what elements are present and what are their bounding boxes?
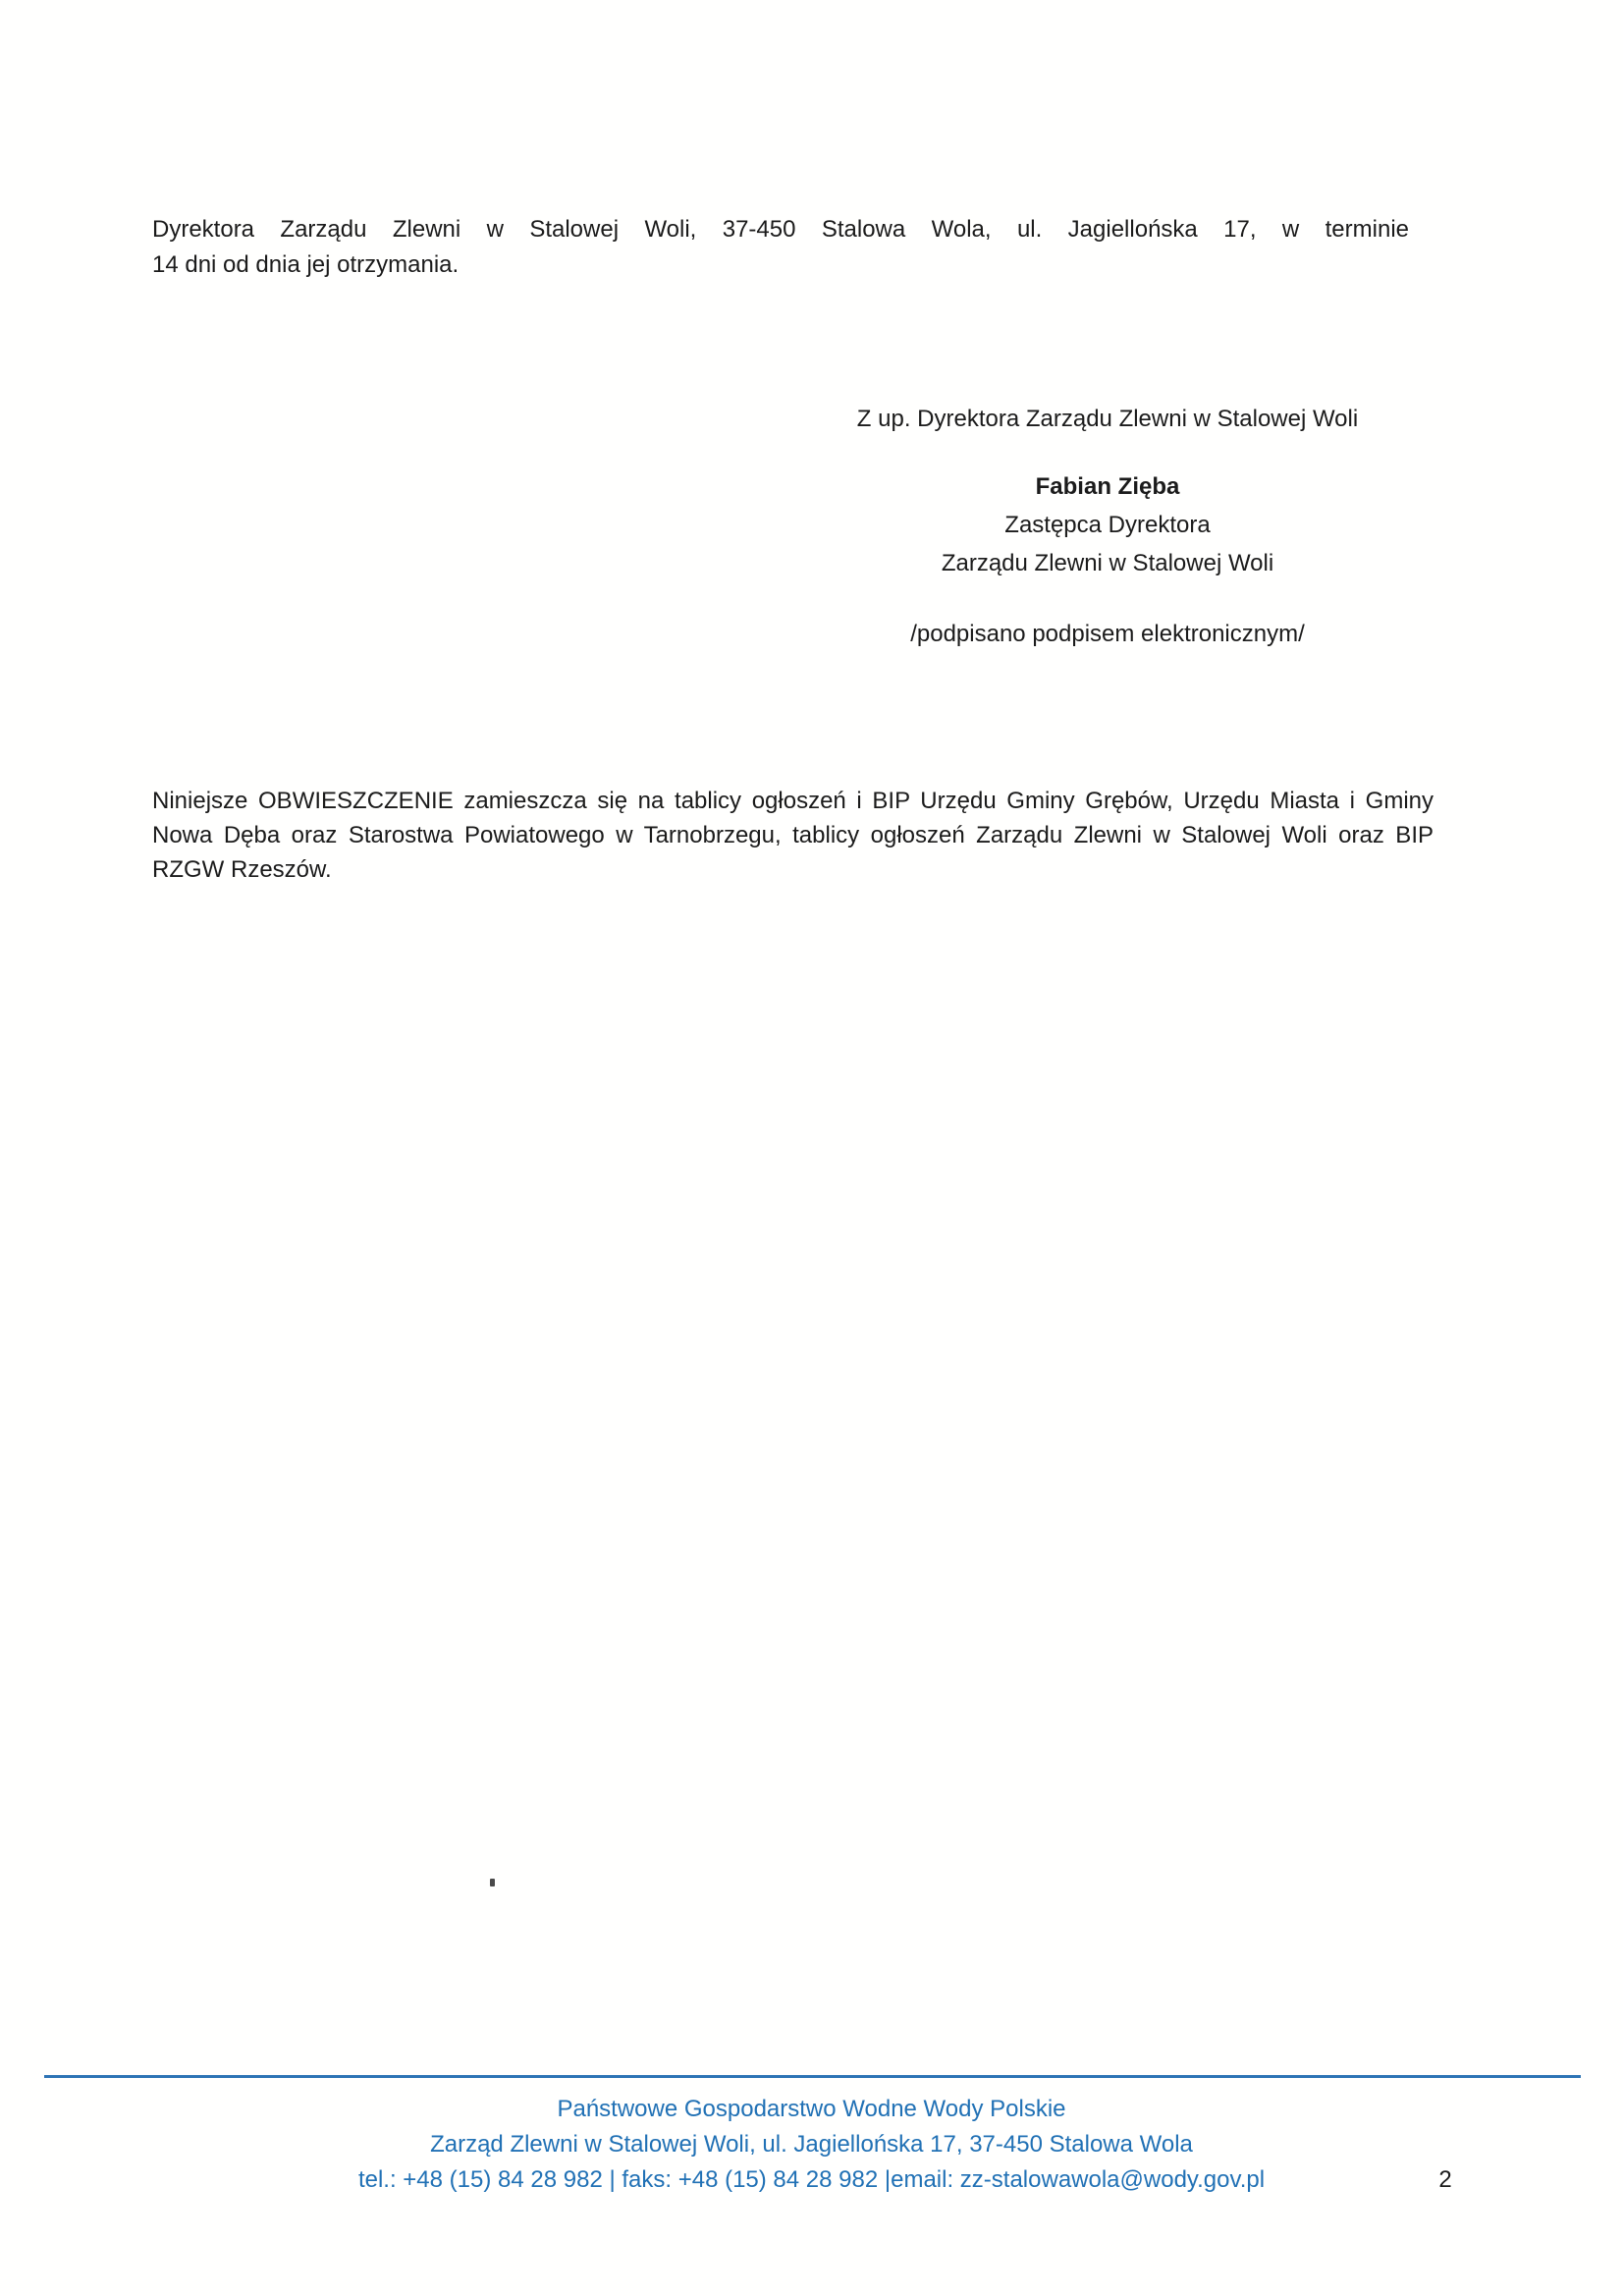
footer-organization: Państwowe Gospodarstwo Wodne Wody Polskie (557, 2096, 1066, 2122)
page-number: 2 (1438, 2166, 1452, 2193)
footer-divider-line (44, 2075, 1581, 2078)
footer-contact: tel.: +48 (15) 84 28 982 | faks: +48 (15) 84 28 982 |email: zz-stalowawola@wody.gov.pl (357, 2166, 1266, 2193)
scan-artifact-dot (490, 1879, 495, 1886)
notice-paragraph-line-2: Nowa Dęba oraz Starostwa Powiatowego w Tarnobrzegu, tablicy ogłoszeń Zarządu Zlewni w Stalowej Woli oraz BIP (152, 822, 1434, 848)
electronic-signature-note: /podpisano podpisem elektronicznym/ (910, 621, 1305, 647)
closing-paragraph-line-1: Dyrektora Zarządu Zlewni w Stalowej Woli, 37-450 Stalowa Wola, ul. Jagiellońska 17, w terminie (152, 216, 1409, 243)
signatory-position-line-1: Zastępca Dyrektora (1004, 512, 1211, 538)
signatory-name: Fabian Zięba (1035, 473, 1180, 500)
closing-paragraph-line-2: 14 dni od dnia jej otrzymania. (152, 251, 460, 278)
signature-block (813, 407, 1402, 647)
notice-paragraph-line-3: RZGW Rzeszów. (152, 856, 332, 883)
notice-paragraph-line-1: Niniejsze OBWIESZCZENIE zamieszcza się na tablicy ogłoszeń i BIP Urzędu Gminy Grębów, Urzędu Miasta i Gminy (152, 788, 1434, 814)
footer-address: Zarząd Zlewni w Stalowej Woli, ul. Jagiellońska 17, 37-450 Stalowa Wola (430, 2131, 1193, 2158)
signature-authorization-line: Z up. Dyrektora Zarządu Zlewni w Stalowej Woli (856, 406, 1359, 432)
signatory-position-line-2: Zarządu Zlewni w Stalowej Woli (941, 550, 1274, 576)
notice-paragraph (152, 784, 1434, 887)
closing-paragraph (152, 212, 1409, 283)
